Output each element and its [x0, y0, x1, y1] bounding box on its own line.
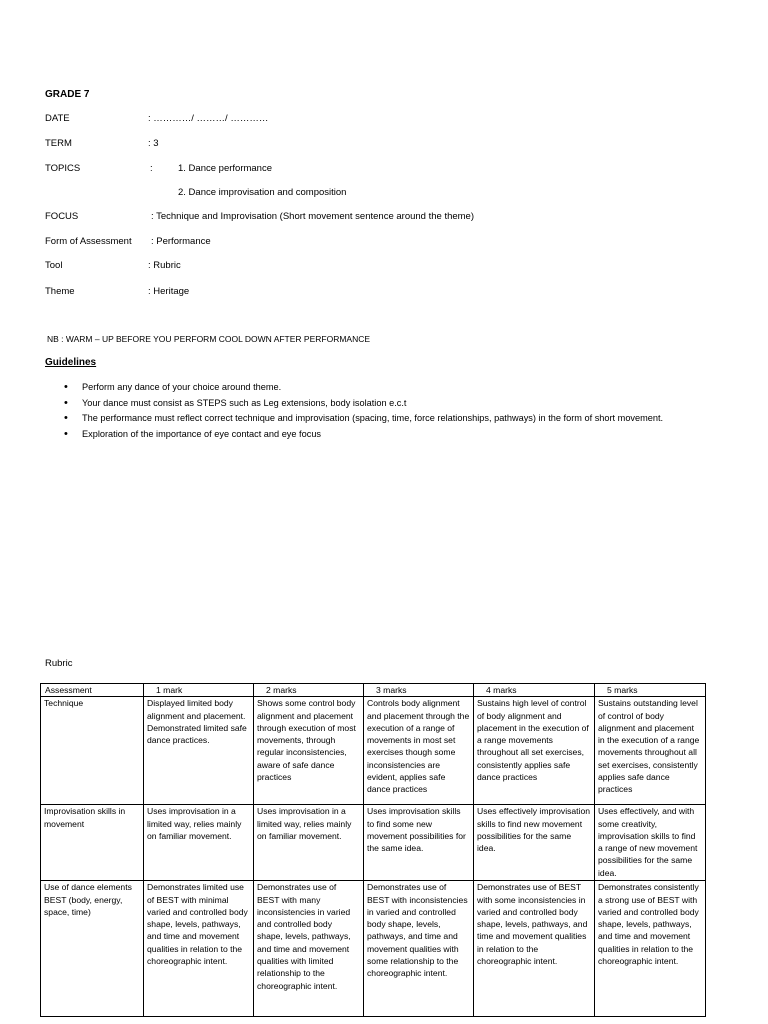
- topic-item: 1. Dance performance: [178, 163, 272, 174]
- guideline-item: • Your dance must consist as STEPS such as Leg extensions, body isolation e.c.t: [64, 396, 663, 412]
- column-header: 5 marks: [595, 684, 706, 697]
- nb-note: NB : WARM – UP BEFORE YOU PERFORM COOL DOWN AFTER PERFORMANCE: [47, 334, 371, 344]
- term-value: : 3: [148, 138, 159, 149]
- table-row: [41, 697, 706, 805]
- table-cell: Uses improvisation in a limited way, relies mainly on familiar movement.: [254, 805, 364, 881]
- table-cell: Uses improvisation in a limited way, relies mainly on familiar movement.: [144, 805, 254, 881]
- rubric-label: Rubric: [45, 658, 73, 669]
- table-cell: Sustains outstanding level of control of body alignment and placement in the execution of a range movements throughout all set exercises, consistently applies safe dance practices: [595, 697, 706, 805]
- focus-value: : Technique and Improvisation (Short movement sentence around the theme): [151, 211, 475, 222]
- column-header: Assessment: [41, 684, 144, 697]
- guideline-item: • The performance must reflect correct technique and improvisation (spacing, time, force relationships, pathways) in the form of short movement.: [64, 411, 663, 427]
- topic-item: 2. Dance improvisation and composition: [178, 187, 347, 198]
- topics-colon: :: [150, 163, 153, 174]
- table-cell: Sustains high level of control of body alignment and placement in the execution of a range movements throughout all set exercises, consistently applies safe dance practices: [474, 697, 595, 805]
- tool-label: Tool: [45, 260, 63, 271]
- table-cell: Uses effectively improvisation skills to find new movement possibilities for the same idea.: [474, 805, 595, 881]
- column-header: 3 marks: [364, 684, 474, 697]
- table-cell: Technique: [41, 697, 144, 805]
- table-cell: Uses effectively, and with some creativity, improvisation skills to find a range of new movement possibilities for the same idea.: [595, 805, 706, 881]
- column-header: 1 mark: [144, 684, 254, 697]
- theme-label: Theme: [45, 286, 75, 297]
- table-cell: Demonstrates use of BEST with some inconsistencies in varied and controlled body shape, levels, pathways, and time and movement qualities in relation to the choreographic intent.: [474, 881, 595, 1017]
- focus-label: FOCUS: [45, 211, 79, 222]
- table-cell: Improvisation skills in movement: [41, 805, 144, 881]
- theme-value: : Heritage: [148, 286, 190, 297]
- table-cell: Demonstrates use of BEST with inconsistencies in varied and controlled body shape, levels, pathways, and time and movement qualities with some relationship to the choreographic intent.: [364, 881, 474, 1017]
- guidelines-heading: Guidelines: [45, 357, 97, 368]
- table-cell: Displayed limited body alignment and placement. Demonstrated limited safe dance practices.: [144, 697, 254, 805]
- table-cell: Controls body alignment and placement through the execution of a range of movements in most set exercises though some inconsistencies are evident, applies safe dance practices: [364, 697, 474, 805]
- guideline-item: • Exploration of the importance of eye contact and eye focus: [64, 427, 663, 443]
- guideline-item: • Perform any dance of your choice around theme.: [64, 380, 663, 396]
- column-header: 4 marks: [474, 684, 595, 697]
- term-label: TERM: [45, 138, 72, 149]
- assessment-form-value: : Performance: [151, 236, 211, 247]
- topics-label: TOPICS: [45, 163, 81, 174]
- table-cell: Demonstrates limited use of BEST with minimal varied and controlled body shape, levels, pathways, and time and movement qualities in relation to the choreographic intent.: [144, 881, 254, 1017]
- date-label: DATE: [45, 113, 70, 124]
- table-row: [41, 805, 706, 881]
- rubric-table: [40, 683, 706, 1017]
- table-cell: Shows some control body alignment and placement through execution of most movements, through regular inconsistencies, aware of safe dance practices: [254, 697, 364, 805]
- table-cell: Demonstrates consistently a strong use of BEST with varied and controlled body shape, levels, pathways, and time and movement qualities in relation to the choreographic intent.: [595, 881, 706, 1017]
- table-row: [41, 881, 706, 1017]
- date-value: : …………/ ………/ …………: [148, 113, 269, 124]
- table-cell: Uses improvisation skills to find some new movement possibilities for the same idea.: [364, 805, 474, 881]
- assessment-form-label: Form of Assessment: [45, 236, 132, 247]
- tool-value: : Rubric: [148, 260, 181, 271]
- guidelines-list: [64, 380, 663, 442]
- rubric-header-row: [41, 684, 706, 697]
- table-cell: Use of dance elements BEST (body, energy, space, time): [41, 881, 144, 1017]
- column-header: 2 marks: [254, 684, 364, 697]
- grade-title: GRADE 7: [45, 89, 90, 100]
- table-cell: Demonstrates use of BEST with many inconsistencies in varied and controlled body shape, levels, pathways, and time and movement qualities with limited relationship to the choreographic intent.: [254, 881, 364, 1017]
